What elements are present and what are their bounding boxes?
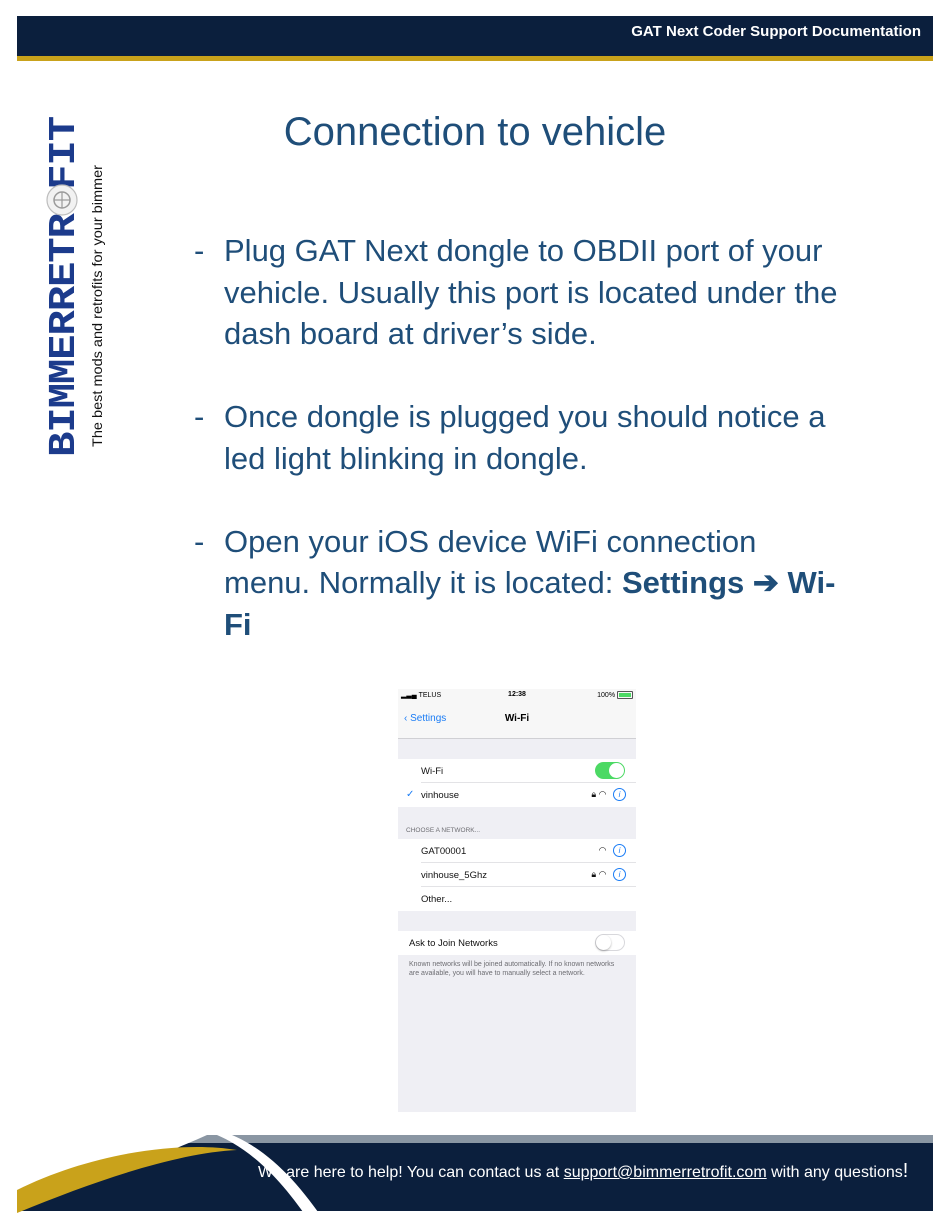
header-bar [17, 16, 933, 56]
header-accent-line [17, 56, 933, 61]
bullet-text: Plug GAT Next dongle to OBDII port of your vehicle. Usually this port is located under the dash board at driver’s side. [224, 233, 838, 351]
battery-status [597, 691, 633, 699]
bullet-text: Open your iOS device WiFi connection menu. Normally it is located: [224, 523, 757, 600]
nav-title: Wi-Fi [504, 713, 530, 724]
footer-text: We are here to help! You can contact us at [258, 1164, 564, 1181]
connected-network-row[interactable] [398, 783, 636, 807]
info-icon[interactable]: i [613, 788, 626, 801]
carrier-name: TELUS [418, 692, 442, 699]
bullet-dash: - [194, 523, 205, 559]
network-row[interactable] [398, 839, 636, 863]
back-label: Settings [410, 713, 447, 724]
lock-icon: 🔒︎ [591, 869, 597, 879]
other-label: Other... [421, 894, 453, 905]
wifi-signal-icon: ◠ [598, 869, 607, 879]
support-email-link[interactable]: support@bimmerretrofit.com [563, 1164, 767, 1181]
chevron-left-icon: ‹ [404, 713, 408, 724]
bimmerretrofit-logo [40, 112, 110, 457]
checkmark-icon: ✓ [406, 789, 415, 800]
battery-icon [617, 691, 633, 699]
ask-note: Known networks will be joined automatically. If no known networks are available, you will have to manually select a network. [409, 961, 615, 977]
section-header-label: CHOOSE A NETWORK... [406, 827, 481, 834]
wifi-toggle-row [398, 759, 636, 783]
svg-text:The best mods and retrofits fo: The best mods and retrofits for your bimmer [89, 174, 105, 447]
info-icon[interactable]: i [613, 844, 626, 857]
info-icon[interactable]: i [613, 868, 626, 881]
network-name: vinhouse_5Ghz [421, 870, 488, 881]
footer-exclaim: ! [902, 1160, 909, 1182]
ios-wifi-screenshot [398, 689, 636, 1112]
other-network-row[interactable] [398, 887, 636, 911]
nav-bar [398, 702, 636, 739]
ask-label: Ask to Join Networks [409, 938, 498, 949]
wifi-label: Wi-Fi [421, 766, 444, 777]
wifi-signal-icon: ◠ [598, 845, 607, 855]
footer-contact [258, 1160, 908, 1183]
section-header [398, 807, 636, 839]
list-item [190, 521, 850, 646]
bullet-dash: - [194, 399, 205, 434]
lock-icon: 🔒︎ [591, 789, 597, 799]
network-name: vinhouse [421, 790, 460, 801]
ask-to-join-row [398, 931, 636, 955]
signal-icon: ▂▃▄ [401, 692, 417, 699]
list-item [190, 230, 850, 355]
page-title: Connection to vehicle [283, 110, 667, 154]
wifi-signal-icon: ◠ [598, 789, 607, 799]
wifi-toggle[interactable] [595, 762, 625, 779]
footer-text-end: with any questions [766, 1164, 903, 1181]
network-row[interactable] [398, 863, 636, 887]
header-title: GAT Next Coder Support Documentation [631, 23, 921, 40]
bullet-dash: - [194, 233, 205, 268]
network-name: GAT00001 [421, 846, 467, 857]
status-time: 12:38 [508, 691, 526, 698]
settings-path: Settings ➔ Wi-Fi [224, 565, 836, 642]
list-item [190, 396, 850, 479]
instruction-list [190, 230, 850, 687]
battery-percent: 100% [597, 691, 616, 699]
bullet-text: Once dongle is plugged you should notice a led light blinking in dongle. [224, 399, 826, 476]
svg-text:BIMMERRETROFIT: BIMMERRETROFIT [43, 151, 86, 457]
status-bar [398, 689, 636, 702]
ask-toggle[interactable] [595, 934, 625, 951]
